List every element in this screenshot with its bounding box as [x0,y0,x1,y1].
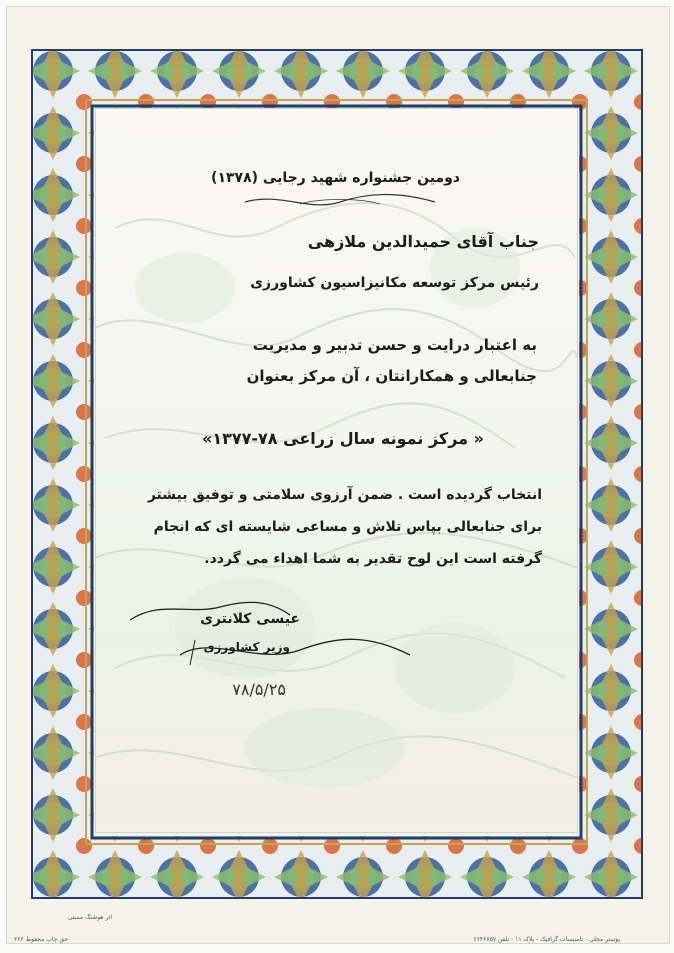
marble-background [95,108,578,833]
body-line-2: جنابعالی و همکارانتان ، آن مرکز بعنوان [246,367,537,385]
body-line-1: به اعتبار درایت و حسن تدبیر و مدیریت [252,336,537,354]
printer-credit: اثر هوشنگ مستی [67,914,112,921]
signature-date: ۷۸/۵/۲۵ [232,680,286,699]
award-title: « مرکز نمونه سال زراعی ۷۸-۱۳۷۷» [201,429,484,448]
signer-title: وزیر کشاورزی [203,640,290,654]
body-line-4: برای جنابعالی بپاس تلاش و مساعی شایسته ای که انجام [153,519,542,535]
signature-scribble [120,595,420,675]
footer-publisher: پوستر مجلی - تاسیسات گرافیک - پلاک ۱۱ - تلفن ۶۶۴۶۶۵۷ [473,936,620,943]
signer-name: عیسی کلانتری [200,611,300,627]
recipient-name: جناب آقای حمیدالدین ملازهی [307,232,539,251]
body-line-5: گرفته است این لوح تقدیر به شما اهداء می گردد. [204,551,542,567]
decorative-swash [240,192,440,212]
recipient-title: رئیس مرکز توسعه مکانیزاسیون کشاورزی [250,275,539,291]
festival-heading: دومین جشنواره شهید رجایی (۱۳۷۸) [211,170,460,186]
body-line-3: انتخاب گردیده است . ضمن آرزوی سلامتی و توفیق بیشتر [147,487,542,503]
footer-copyright: حق چاپ محفوظ ۲۶۲ [14,936,69,943]
certificate-paper [95,108,578,833]
